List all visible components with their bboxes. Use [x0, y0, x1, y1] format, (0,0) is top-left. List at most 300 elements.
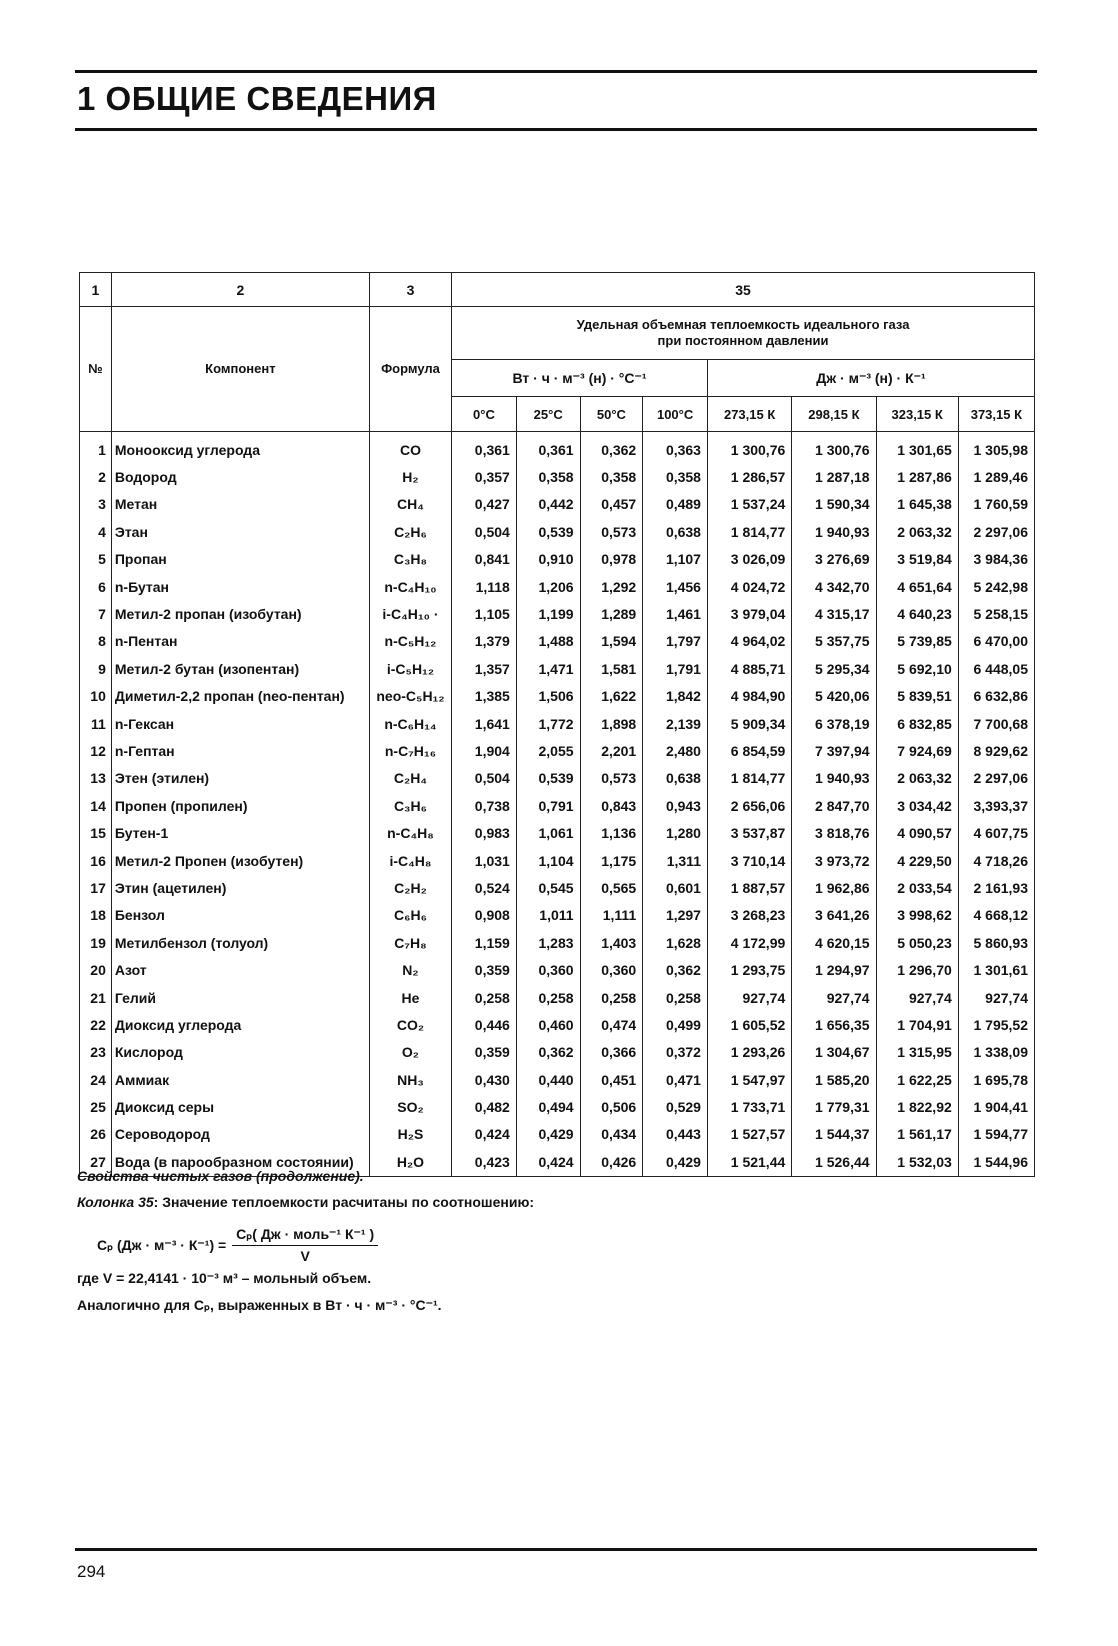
heat-capacity-value: 5 258,15 [958, 600, 1034, 627]
heat-capacity-value: 1 526,44 [792, 1148, 876, 1176]
heat-capacity-value: 5 050,23 [876, 929, 958, 956]
heat-capacity-value: 1 590,34 [792, 491, 876, 518]
heat-capacity-value: 1,622 [580, 683, 643, 710]
heat-capacity-value: 1 585,20 [792, 1066, 876, 1093]
heat-capacity-value: 1 940,93 [792, 765, 876, 792]
heat-capacity-value: 0,358 [580, 463, 643, 490]
chemical-formula: i-C₅H₁₂ [369, 655, 451, 682]
component-name: n-Пентан [111, 628, 369, 655]
heat-capacity-value: 5 242,98 [958, 573, 1034, 600]
heat-capacity-value: 1,280 [643, 819, 708, 846]
component-name: Метил-2 Пропен (изобутен) [111, 847, 369, 874]
row-number: 18 [80, 902, 112, 929]
table-row [80, 683, 1035, 710]
heat-capacity-value: 1,061 [516, 819, 580, 846]
heat-capacity-value: 1,289 [580, 600, 643, 627]
heat-capacity-value: 2 033,54 [876, 874, 958, 901]
header-unit-wh: Вт · ч · м⁻³ (н) · °С⁻¹ [452, 360, 708, 397]
heat-capacity-value: 0,738 [452, 792, 517, 819]
heat-capacity-value: 6 854,59 [707, 737, 791, 764]
component-name: Пропан [111, 546, 369, 573]
heat-capacity-value: 0,359 [452, 956, 517, 983]
heat-capacity-value: 0,545 [516, 874, 580, 901]
heat-capacity-value: 1,471 [516, 655, 580, 682]
heat-capacity-value: 927,74 [876, 984, 958, 1011]
column-note-text: : Значение теплоемкости расчитаны по соотношению: [153, 1194, 535, 1210]
heat-capacity-value: 0,506 [580, 1093, 643, 1120]
row-number: 27 [80, 1148, 112, 1176]
heat-capacity-value: 1,506 [516, 683, 580, 710]
chemical-formula: i-C₄H₁₀ · [369, 600, 451, 627]
heat-capacity-value: 1,385 [452, 683, 517, 710]
heat-capacity-value: 1 286,57 [707, 463, 791, 490]
heat-capacity-value: 2 297,06 [958, 765, 1034, 792]
heat-capacity-value: 1 814,77 [707, 518, 791, 545]
heat-capacity-value: 2 161,93 [958, 874, 1034, 901]
heat-capacity-value: 0,539 [516, 765, 580, 792]
table-row [80, 956, 1035, 983]
heat-capacity-value: 4 024,72 [707, 573, 791, 600]
heat-capacity-value: 1 544,37 [792, 1121, 876, 1148]
heat-capacity-value: 0,359 [452, 1039, 517, 1066]
heat-capacity-value: 1 887,57 [707, 874, 791, 901]
heat-capacity-formula [77, 1220, 1037, 1270]
table-row [80, 518, 1035, 545]
heat-capacity-value: 1 940,93 [792, 518, 876, 545]
heat-capacity-value: 6 448,05 [958, 655, 1034, 682]
row-number: 13 [80, 765, 112, 792]
chemical-formula: n-C₄H₈ [369, 819, 451, 846]
component-name: Метилбензол (толуол) [111, 929, 369, 956]
table-body [80, 432, 1035, 1177]
chemical-formula: C₂H₂ [369, 874, 451, 901]
chemical-formula: neo-C₅H₁₂ [369, 683, 451, 710]
heat-capacity-value: 0,983 [452, 819, 517, 846]
heat-capacity-value: 0,443 [643, 1121, 708, 1148]
table-row [80, 765, 1035, 792]
table-row [80, 1011, 1035, 1038]
heat-capacity-value: 2,139 [643, 710, 708, 737]
heat-capacity-value: 5 839,51 [876, 683, 958, 710]
component-name: n-Гептан [111, 737, 369, 764]
formula-lhs: Cₚ (Дж · м⁻³ · К⁻¹) = [97, 1236, 227, 1253]
chemical-formula: C₆H₆ [369, 902, 451, 929]
column-note [77, 1194, 1037, 1210]
table-row [80, 1093, 1035, 1120]
heat-capacity-value: 1 293,75 [707, 956, 791, 983]
component-name: Сероводород [111, 1121, 369, 1148]
component-name: Вода (в парообразном состоянии) [111, 1148, 369, 1176]
heat-capacity-value: 2 063,32 [876, 518, 958, 545]
table-row [80, 1066, 1035, 1093]
heat-capacity-value: 4 640,23 [876, 600, 958, 627]
heat-capacity-value: 7 397,94 [792, 737, 876, 764]
heat-capacity-value: 0,258 [516, 984, 580, 1011]
table-row [80, 546, 1035, 573]
heat-capacity-value: 0,258 [580, 984, 643, 1011]
heat-capacity-value: 1,456 [643, 573, 708, 600]
heat-capacity-value: 1,136 [580, 819, 643, 846]
heat-capacity-value: 1,772 [516, 710, 580, 737]
component-name: Кислород [111, 1039, 369, 1066]
heat-capacity-value: 1,118 [452, 573, 517, 600]
heat-capacity-value: 4 607,75 [958, 819, 1034, 846]
heat-capacity-value: 0,910 [516, 546, 580, 573]
heat-capacity-value: 1 287,18 [792, 463, 876, 490]
header-description-line1: Удельная объемная теплоемкость идеального газа [576, 317, 910, 332]
row-number: 11 [80, 710, 112, 737]
heat-capacity-value: 0,430 [452, 1066, 517, 1093]
heat-capacity-value: 0,258 [452, 984, 517, 1011]
heat-capacity-value: 0,565 [580, 874, 643, 901]
heat-capacity-value: 6 378,19 [792, 710, 876, 737]
heat-capacity-value: 1,581 [580, 655, 643, 682]
heat-capacity-value: 0,978 [580, 546, 643, 573]
heat-capacity-value: 1 656,35 [792, 1011, 876, 1038]
heat-capacity-value: 0,360 [516, 956, 580, 983]
heat-capacity-value: 1 289,46 [958, 463, 1034, 490]
row-number: 25 [80, 1093, 112, 1120]
heat-capacity-value: 1,206 [516, 573, 580, 600]
heat-capacity-value: 3 984,36 [958, 546, 1034, 573]
heat-capacity-value: 1,403 [580, 929, 643, 956]
heat-capacity-value: 1 537,24 [707, 491, 791, 518]
table-row [80, 491, 1035, 518]
heat-capacity-value: 0,460 [516, 1011, 580, 1038]
heat-capacity-value: 0,457 [580, 491, 643, 518]
heat-capacity-value: 1,842 [643, 683, 708, 710]
heat-capacity-value: 0,258 [643, 984, 708, 1011]
heat-capacity-value: 0,843 [580, 792, 643, 819]
heat-capacity-value: 927,74 [707, 984, 791, 1011]
heat-capacity-value: 0,474 [580, 1011, 643, 1038]
heat-capacity-value: 0,638 [643, 518, 708, 545]
header-number: № [80, 307, 112, 432]
component-name: n-Гексан [111, 710, 369, 737]
heat-capacity-value: 1 605,52 [707, 1011, 791, 1038]
heat-capacity-value: 2,201 [580, 737, 643, 764]
formula-fraction [232, 1226, 378, 1264]
formula-denominator: V [300, 1248, 310, 1264]
chemical-formula: C₇H₈ [369, 929, 451, 956]
heat-capacity-value: 0,363 [643, 436, 708, 463]
heat-capacity-value: 1 544,96 [958, 1148, 1034, 1176]
heat-capacity-value: 0,361 [516, 436, 580, 463]
table-row [80, 1039, 1035, 1066]
table-row [80, 792, 1035, 819]
heat-capacity-value: 1 760,59 [958, 491, 1034, 518]
chapter-title: 1 ОБЩИЕ СВЕДЕНИЯ [77, 80, 437, 117]
table-row [80, 874, 1035, 901]
heat-capacity-value: 0,362 [643, 956, 708, 983]
heat-capacity-value: 0,442 [516, 491, 580, 518]
chemical-formula: C₂H₄ [369, 765, 451, 792]
heat-capacity-value: 7 924,69 [876, 737, 958, 764]
chemical-formula: N₂ [369, 956, 451, 983]
heat-capacity-value: 1 521,44 [707, 1148, 791, 1176]
component-name: Этан [111, 518, 369, 545]
heat-capacity-value: 0,638 [643, 765, 708, 792]
heat-capacity-value: 1,594 [580, 628, 643, 655]
heat-capacity-value: 1,105 [452, 600, 517, 627]
row-number: 9 [80, 655, 112, 682]
table-row [80, 436, 1035, 463]
heat-capacity-value: 1 301,61 [958, 956, 1034, 983]
heat-capacity-value: 5 420,06 [792, 683, 876, 710]
component-name: Метил-2 бутан (изопентан) [111, 655, 369, 682]
row-number: 4 [80, 518, 112, 545]
component-name: Азот [111, 956, 369, 983]
heat-capacity-value: 0,908 [452, 902, 517, 929]
component-name: Этин (ацетилен) [111, 874, 369, 901]
row-number: 22 [80, 1011, 112, 1038]
heat-capacity-value: 4 342,70 [792, 573, 876, 600]
header-temp: 373,15 К [958, 397, 1034, 432]
heat-capacity-value: 3 026,09 [707, 546, 791, 573]
column-number-row [80, 273, 1035, 307]
heat-capacity-value: 1 294,97 [792, 956, 876, 983]
heat-capacity-value: 0,423 [452, 1148, 517, 1176]
heat-capacity-value: 0,451 [580, 1066, 643, 1093]
heat-capacity-value: 3 276,69 [792, 546, 876, 573]
heat-capacity-value: 8 929,62 [958, 737, 1034, 764]
table-row [80, 573, 1035, 600]
row-number: 14 [80, 792, 112, 819]
header-description [452, 307, 1035, 360]
heat-capacity-value: 1,199 [516, 600, 580, 627]
component-name: Аммиак [111, 1066, 369, 1093]
heat-capacity-value: 1 338,09 [958, 1039, 1034, 1066]
table-notes [77, 1168, 1037, 1324]
chemical-formula: C₃H₆ [369, 792, 451, 819]
heat-capacity-value: 0,943 [643, 792, 708, 819]
heat-capacity-value: 4 172,99 [707, 929, 791, 956]
header-temp: 323,15 К [876, 397, 958, 432]
chemical-formula: n-C₅H₁₂ [369, 628, 451, 655]
analog-note: Аналогично для Cₚ, выраженных в Вт · ч · м⁻³ · °С⁻¹. [77, 1297, 442, 1313]
heat-capacity-value: 1 904,41 [958, 1093, 1034, 1120]
heat-capacity-value: 1,011 [516, 902, 580, 929]
row-number: 17 [80, 874, 112, 901]
heat-capacity-value: 1,379 [452, 628, 517, 655]
heat-capacity-value: 1,311 [643, 847, 708, 874]
column-note-label: Колонка 35 [77, 1194, 154, 1210]
heat-capacity-value: 0,489 [643, 491, 708, 518]
heat-capacity-value: 6 470,00 [958, 628, 1034, 655]
heat-capacity-value: 0,841 [452, 546, 517, 573]
table-row [80, 655, 1035, 682]
table-row [80, 902, 1035, 929]
row-number: 15 [80, 819, 112, 846]
top-rule [75, 70, 1037, 73]
chemical-formula: C₂H₆ [369, 518, 451, 545]
heat-capacity-value: 3 034,42 [876, 792, 958, 819]
heat-capacity-value: 4 964,02 [707, 628, 791, 655]
heat-capacity-value: 4 229,50 [876, 847, 958, 874]
heat-capacity-value: 3 979,04 [707, 600, 791, 627]
heat-capacity-value: 1,628 [643, 929, 708, 956]
table-row [80, 929, 1035, 956]
heat-capacity-value: 1 532,03 [876, 1148, 958, 1176]
header-temp: 100°С [643, 397, 708, 432]
heat-capacity-value: 2 847,70 [792, 792, 876, 819]
component-name: Метан [111, 491, 369, 518]
heat-capacity-value: 5 909,34 [707, 710, 791, 737]
heat-capacity-value: 1,297 [643, 902, 708, 929]
heat-capacity-value: 0,361 [452, 436, 517, 463]
component-name: Водород [111, 463, 369, 490]
heat-capacity-value: 0,573 [580, 518, 643, 545]
heat-capacity-value: 2 063,32 [876, 765, 958, 792]
heat-capacity-value: 0,494 [516, 1093, 580, 1120]
row-number: 26 [80, 1121, 112, 1148]
molar-volume-note: где V = 22,4141 · 10⁻³ м³ – мольный объем. [77, 1270, 372, 1286]
heat-capacity-value: 4 718,26 [958, 847, 1034, 874]
heat-capacity-value: 0,362 [516, 1039, 580, 1066]
gas-heat-capacity-table [79, 272, 1035, 1177]
heat-capacity-value: 1,797 [643, 628, 708, 655]
heat-capacity-value: 1 315,95 [876, 1039, 958, 1066]
heat-capacity-value: 1,488 [516, 628, 580, 655]
heat-capacity-value: 6 832,85 [876, 710, 958, 737]
heat-capacity-value: 1,159 [452, 929, 517, 956]
row-number: 21 [80, 984, 112, 1011]
column-number: 3 [369, 273, 451, 307]
heat-capacity-value: 1,104 [516, 847, 580, 874]
heat-capacity-value: 4 668,12 [958, 902, 1034, 929]
header-temp: 25°С [516, 397, 580, 432]
row-number: 1 [80, 436, 112, 463]
heat-capacity-value: 0,429 [516, 1121, 580, 1148]
heat-capacity-value: 3 641,26 [792, 902, 876, 929]
component-name: Пропен (пропилен) [111, 792, 369, 819]
heat-capacity-value: 1 300,76 [792, 436, 876, 463]
heat-capacity-value: 0,539 [516, 518, 580, 545]
row-number: 5 [80, 546, 112, 573]
heat-capacity-value: 1 594,77 [958, 1121, 1034, 1148]
heat-capacity-value: 1,107 [643, 546, 708, 573]
heat-capacity-value: 1 287,86 [876, 463, 958, 490]
heat-capacity-value: 1,292 [580, 573, 643, 600]
table-row [80, 463, 1035, 490]
heat-capacity-value: 1,461 [643, 600, 708, 627]
page-number: 294 [77, 1562, 106, 1581]
heat-capacity-value: 1 962,86 [792, 874, 876, 901]
heat-capacity-value: 1 645,38 [876, 491, 958, 518]
chemical-formula: i-C₄H₈ [369, 847, 451, 874]
heat-capacity-value: 3 519,84 [876, 546, 958, 573]
heat-capacity-value: 0,357 [452, 463, 517, 490]
table-row [80, 737, 1035, 764]
heat-capacity-value: 1,283 [516, 929, 580, 956]
chemical-formula: H₂ [369, 463, 451, 490]
heat-capacity-value: 0,446 [452, 1011, 517, 1038]
table-row [80, 710, 1035, 737]
heat-capacity-value: 3 710,14 [707, 847, 791, 874]
header-temp: 273,15 К [707, 397, 791, 432]
heat-capacity-value: 1,031 [452, 847, 517, 874]
heat-capacity-value: 7 700,68 [958, 710, 1034, 737]
heat-capacity-value: 2,480 [643, 737, 708, 764]
chemical-formula: H₂S [369, 1121, 451, 1148]
row-number: 20 [80, 956, 112, 983]
row-number: 24 [80, 1066, 112, 1093]
chemical-formula: n-C₄H₁₀ [369, 573, 451, 600]
heat-capacity-value: 0,504 [452, 518, 517, 545]
table-row [80, 819, 1035, 846]
table-row [80, 600, 1035, 627]
heat-capacity-value: 1 296,70 [876, 956, 958, 983]
component-name: Диметил-2,2 пропан (neo-пентан) [111, 683, 369, 710]
row-number: 2 [80, 463, 112, 490]
heat-capacity-value: 1 795,52 [958, 1011, 1034, 1038]
heat-capacity-value: 0,601 [643, 874, 708, 901]
component-name: Метил-2 пропан (изобутан) [111, 600, 369, 627]
heat-capacity-value: 0,362 [580, 436, 643, 463]
row-number: 19 [80, 929, 112, 956]
chemical-formula: H₂O [369, 1148, 451, 1176]
table-row [80, 984, 1035, 1011]
header-temp: 50°С [580, 397, 643, 432]
heat-capacity-value: 4 984,90 [707, 683, 791, 710]
heat-capacity-value: 0,440 [516, 1066, 580, 1093]
chemical-formula: CO [369, 436, 451, 463]
component-name: Диоксид серы [111, 1093, 369, 1120]
heat-capacity-value: 1,175 [580, 847, 643, 874]
heat-capacity-value: 3 818,76 [792, 819, 876, 846]
heat-capacity-value: 0,434 [580, 1121, 643, 1148]
header-description-line2: при постоянном давлении [657, 333, 829, 348]
component-name: Бутен-1 [111, 819, 369, 846]
heat-capacity-value: 4 315,17 [792, 600, 876, 627]
header-temp: 0°С [452, 397, 517, 432]
heat-capacity-value: 1 704,91 [876, 1011, 958, 1038]
component-name: Гелий [111, 984, 369, 1011]
row-number: 6 [80, 573, 112, 600]
heat-capacity-value: 1,357 [452, 655, 517, 682]
chemical-formula: NH₃ [369, 1066, 451, 1093]
column-number: 1 [80, 273, 112, 307]
heat-capacity-value: 1 695,78 [958, 1066, 1034, 1093]
heat-capacity-value: 0,429 [643, 1148, 708, 1176]
row-number: 7 [80, 600, 112, 627]
heat-capacity-value: 1 779,31 [792, 1093, 876, 1120]
header-unit-j: Дж · м⁻³ (н) · К⁻¹ [707, 360, 1034, 397]
heat-capacity-value: 0,358 [643, 463, 708, 490]
heat-capacity-value: 5 692,10 [876, 655, 958, 682]
heat-capacity-value: 1 547,97 [707, 1066, 791, 1093]
chemical-formula: O₂ [369, 1039, 451, 1066]
heat-capacity-value: 1 301,65 [876, 436, 958, 463]
table-row [80, 628, 1035, 655]
heat-capacity-value: 0,499 [643, 1011, 708, 1038]
component-name: Монооксид углерода [111, 436, 369, 463]
description-row [80, 307, 1035, 360]
table-caption: Свойства чистых газов (продолжение). [77, 1168, 364, 1184]
heat-capacity-value: 927,74 [958, 984, 1034, 1011]
header-formula: Формула [369, 307, 451, 432]
heat-capacity-value: 0,791 [516, 792, 580, 819]
heat-capacity-value: 2 656,06 [707, 792, 791, 819]
heat-capacity-value: 0,424 [516, 1148, 580, 1176]
heat-capacity-value: 1 304,67 [792, 1039, 876, 1066]
heat-capacity-value: 927,74 [792, 984, 876, 1011]
heat-capacity-value: 0,427 [452, 491, 517, 518]
component-name: n-Бутан [111, 573, 369, 600]
heat-capacity-value: 2,055 [516, 737, 580, 764]
heat-capacity-value: 4 090,57 [876, 819, 958, 846]
chemical-formula: He [369, 984, 451, 1011]
